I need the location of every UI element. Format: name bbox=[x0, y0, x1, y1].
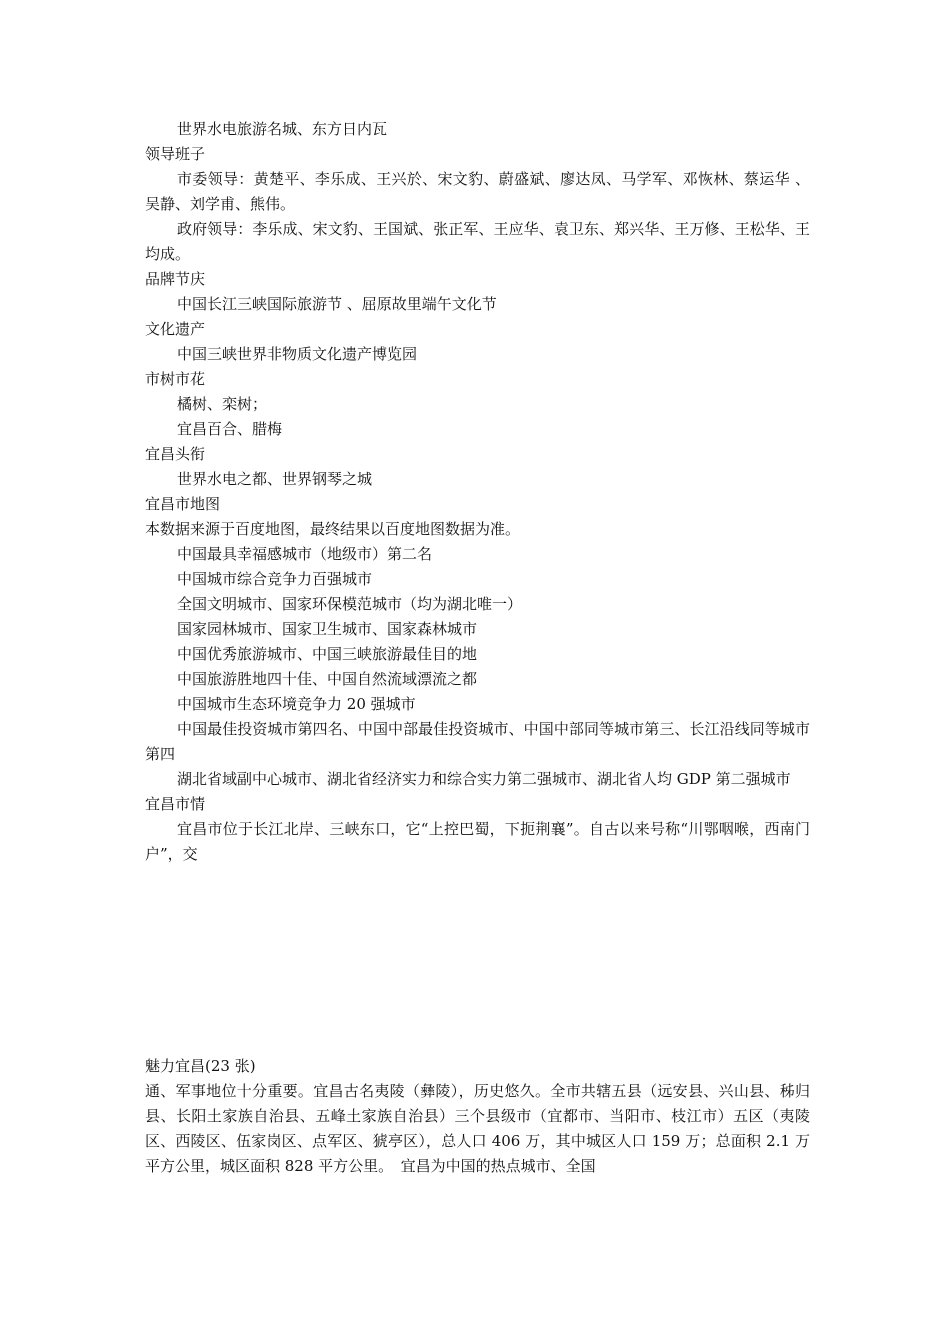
document-page bbox=[145, 117, 810, 1179]
honor-item: 中国最佳投资城市第四名、中国中部最佳投资城市、中国中部同等城市第三、长江沿线同等城市第四 bbox=[145, 720, 810, 763]
gallery-caption: 魅力宜昌(23 张) bbox=[145, 1057, 256, 1075]
city-overview-paragraph: 宜昌市位于长江北岸、三峡东口，它“上控巴蜀，下扼荆襄”。自古以来号称“川鄂咽喉，西南门户”，交 bbox=[145, 820, 810, 863]
festivals-line: 中国长江三峡国际旅游节 、屈原故里端午文化节 bbox=[177, 295, 497, 313]
heading-city-overview: 宜昌市情 bbox=[145, 795, 206, 813]
slogan-line: 世界水电旅游名城、东方日内瓦 bbox=[177, 120, 388, 138]
honor-item: 国家园林城市、国家卫生城市、国家森林城市 bbox=[177, 620, 478, 638]
city-overview-continuation: 通、军事地位十分重要。宜昌古名夷陵（彝陵），历史悠久。全市共辖五县（远安县、兴山县、秭归县、长阳土家族自治县、五峰土家族自治县）三个县级市（宜都市、当阳市、枝江市）五区（夷陵区、西陵区、伍家岗区、点军区、猇亭区），总人口 406 万，其中城区人口 159 万；总面积 2.1 万平方公里，城区面积 828 平方公里。 宜昌为中国的热点城市、全国 bbox=[145, 1082, 810, 1175]
honor-item: 中国优秀旅游城市、中国三峡旅游最佳目的地 bbox=[177, 645, 478, 663]
heading-map: 宜昌市地图 bbox=[145, 495, 221, 513]
honor-item: 全国文明城市、国家环保模范城市（均为湖北唯一） bbox=[177, 595, 523, 613]
heading-titles: 宜昌头衔 bbox=[145, 445, 206, 463]
blank-gap bbox=[145, 867, 810, 1054]
heritage-line: 中国三峡世界非物质文化遗产博览园 bbox=[177, 345, 418, 363]
honor-item: 中国城市生态环境竞争力 20 强城市 bbox=[177, 695, 416, 713]
honor-item: 中国城市综合竞争力百强城市 bbox=[177, 570, 373, 588]
party-leaders-paragraph: 市委领导：黄楚平、李乐成、王兴於、宋文豹、蔚盛斌、廖达凤、马学军、邓恢林、蔡运华 、吴静、刘学甫、熊伟。 bbox=[145, 170, 810, 213]
honor-item: 中国最具幸福感城市（地级市）第二名 bbox=[177, 545, 433, 563]
honor-item: 中国旅游胜地四十佳、中国自然流域漂流之都 bbox=[177, 670, 478, 688]
titles-line: 世界水电之都、世界钢琴之城 bbox=[177, 470, 373, 488]
city-flower-line: 宜昌百合、腊梅 bbox=[177, 420, 283, 438]
city-tree-line: 橘树、栾树； bbox=[177, 395, 268, 413]
government-leaders-paragraph: 政府领导：李乐成、宋文豹、王国斌、张正军、王应华、袁卫东、郑兴华、王万修、王松华、王均成。 bbox=[145, 220, 810, 263]
heading-festivals: 品牌节庆 bbox=[145, 270, 206, 288]
heading-leadership: 领导班子 bbox=[145, 145, 206, 163]
heading-city-tree-flower: 市树市花 bbox=[145, 370, 206, 388]
honor-item: 湖北省域副中心城市、湖北省经济实力和综合实力第二强城市、湖北省人均 GDP 第二强城市 bbox=[177, 770, 791, 788]
map-source-note: 本数据来源于百度地图，最终结果以百度地图数据为准。 bbox=[145, 520, 521, 538]
heading-heritage: 文化遗产 bbox=[145, 320, 206, 338]
